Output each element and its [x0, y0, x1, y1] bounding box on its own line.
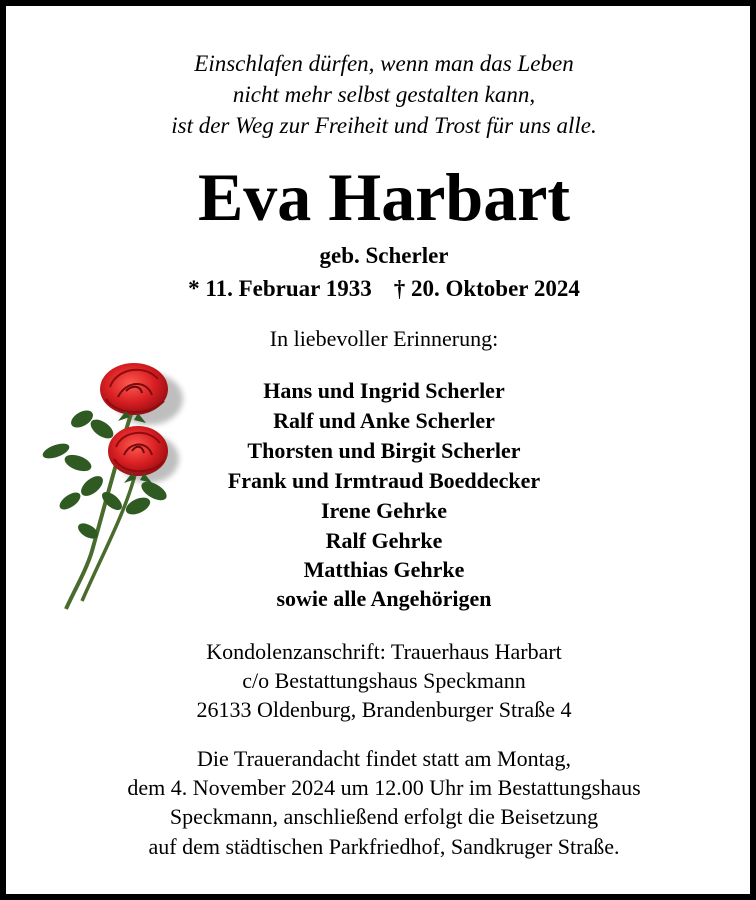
death-date: † 20. Oktober 2024 [393, 276, 580, 301]
service-line-4: auf dem städtischen Parkfriedhof, Sandkruger Straße. [148, 834, 620, 859]
service-line-2: dem 4. November 2024 um 12.00 Uhr im Bestattungshaus [127, 775, 641, 800]
condolence-line-2: c/o Bestattungshaus Speckmann [242, 668, 526, 693]
service-line-3: Speckmann, anschließend erfolgt die Beisetzung [169, 804, 599, 829]
remembrance-heading: In liebevoller Erinnerung: [269, 326, 499, 351]
condolence-line-1: Kondolenzanschrift: Trauerhaus Harbart [206, 639, 562, 664]
mourner-3: Thorsten und Birgit Scherler [247, 438, 521, 463]
mourner-2: Ralf und Anke Scherler [273, 408, 495, 433]
motto-line-2: nicht mehr selbst gestalten kann, [232, 82, 536, 107]
motto-line-3: ist der Weg zur Freiheit und Trost für uns alle. [171, 113, 597, 138]
mourner-4: Frank und Irmtraud Boeddecker [227, 468, 541, 493]
birth-date: * 11. Februar 1933 [188, 276, 372, 301]
mourner-7: Matthias Gehrke [303, 557, 465, 582]
condolence-line-3: 26133 Oldenburg, Brandenburger Straße 4 [196, 697, 572, 722]
mourner-1: Hans und Ingrid Scherler [263, 378, 505, 403]
mourner-8: sowie alle Angehörigen [276, 586, 492, 611]
motto-line-1: Einschlafen dürfen, wenn man das Leben [194, 51, 574, 76]
mourner-6: Ralf Gehrke [325, 528, 443, 553]
life-dates [6, 275, 756, 303]
birth-name: geb. Scherler [319, 243, 449, 268]
service-line-1: Die Trauerandacht findet statt am Montag, [197, 746, 571, 771]
mourner-5: Irene Gehrke [320, 498, 448, 523]
deceased-name: Eva Harbart [197, 159, 571, 235]
